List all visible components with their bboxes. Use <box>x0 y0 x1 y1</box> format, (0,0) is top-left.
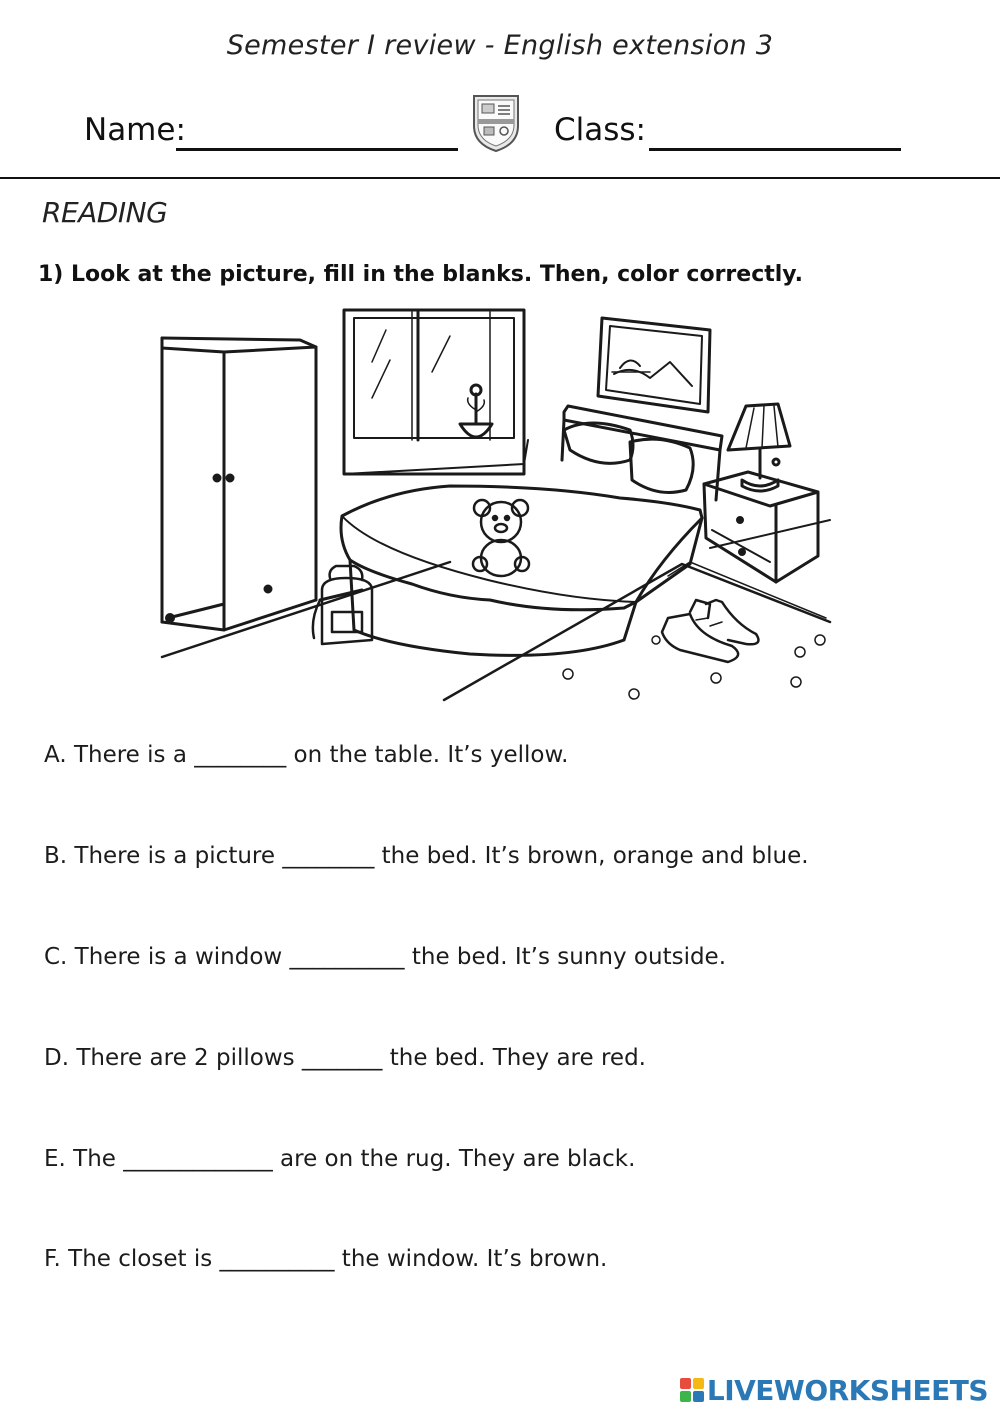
wall-picture <box>598 318 710 412</box>
section-heading: READING <box>42 196 168 229</box>
sentence-f: F. The closet is __________ the window. It’s brown. <box>44 1246 608 1272</box>
sentence-c: C. There is a window __________ the bed. It’s sunny outside. <box>44 944 727 970</box>
liveworksheets-logo <box>680 1374 988 1406</box>
class-label: Class: <box>554 112 647 148</box>
school-crest-icon <box>470 92 522 154</box>
backpack <box>313 566 372 644</box>
rug-flowers <box>563 635 825 699</box>
worksheet-title: Semester I review - English extension 3 <box>226 30 774 61</box>
sentence-b: B. There is a picture ________ the bed. It’s brown, orange and blue. <box>44 843 809 869</box>
window <box>344 310 528 474</box>
lamp <box>728 404 790 491</box>
liveworksheets-blocks-icon <box>680 1378 704 1402</box>
sentence-a: A. There is a ________ on the table. It’s yellow. <box>44 742 569 768</box>
bedroom-illustration <box>150 300 840 710</box>
teddy-bear <box>473 500 529 576</box>
question-instruction: 1) Look at the picture, fill in the blanks. Then, color correctly. <box>38 262 803 287</box>
liveworksheets-text: LIVEWORKSHEETS <box>706 1373 988 1407</box>
bed <box>341 406 722 655</box>
name-field[interactable] <box>176 148 458 151</box>
class-field[interactable] <box>649 148 901 151</box>
sentence-e: E. The _____________ are on the rug. They are black. <box>44 1146 636 1172</box>
name-label: Name: <box>84 112 186 148</box>
boots <box>662 600 758 662</box>
header-divider <box>0 177 1000 179</box>
closet <box>162 338 316 630</box>
student-info-row <box>0 108 1000 158</box>
sentence-d: D. There are 2 pillows _______ the bed. They are red. <box>44 1045 646 1071</box>
